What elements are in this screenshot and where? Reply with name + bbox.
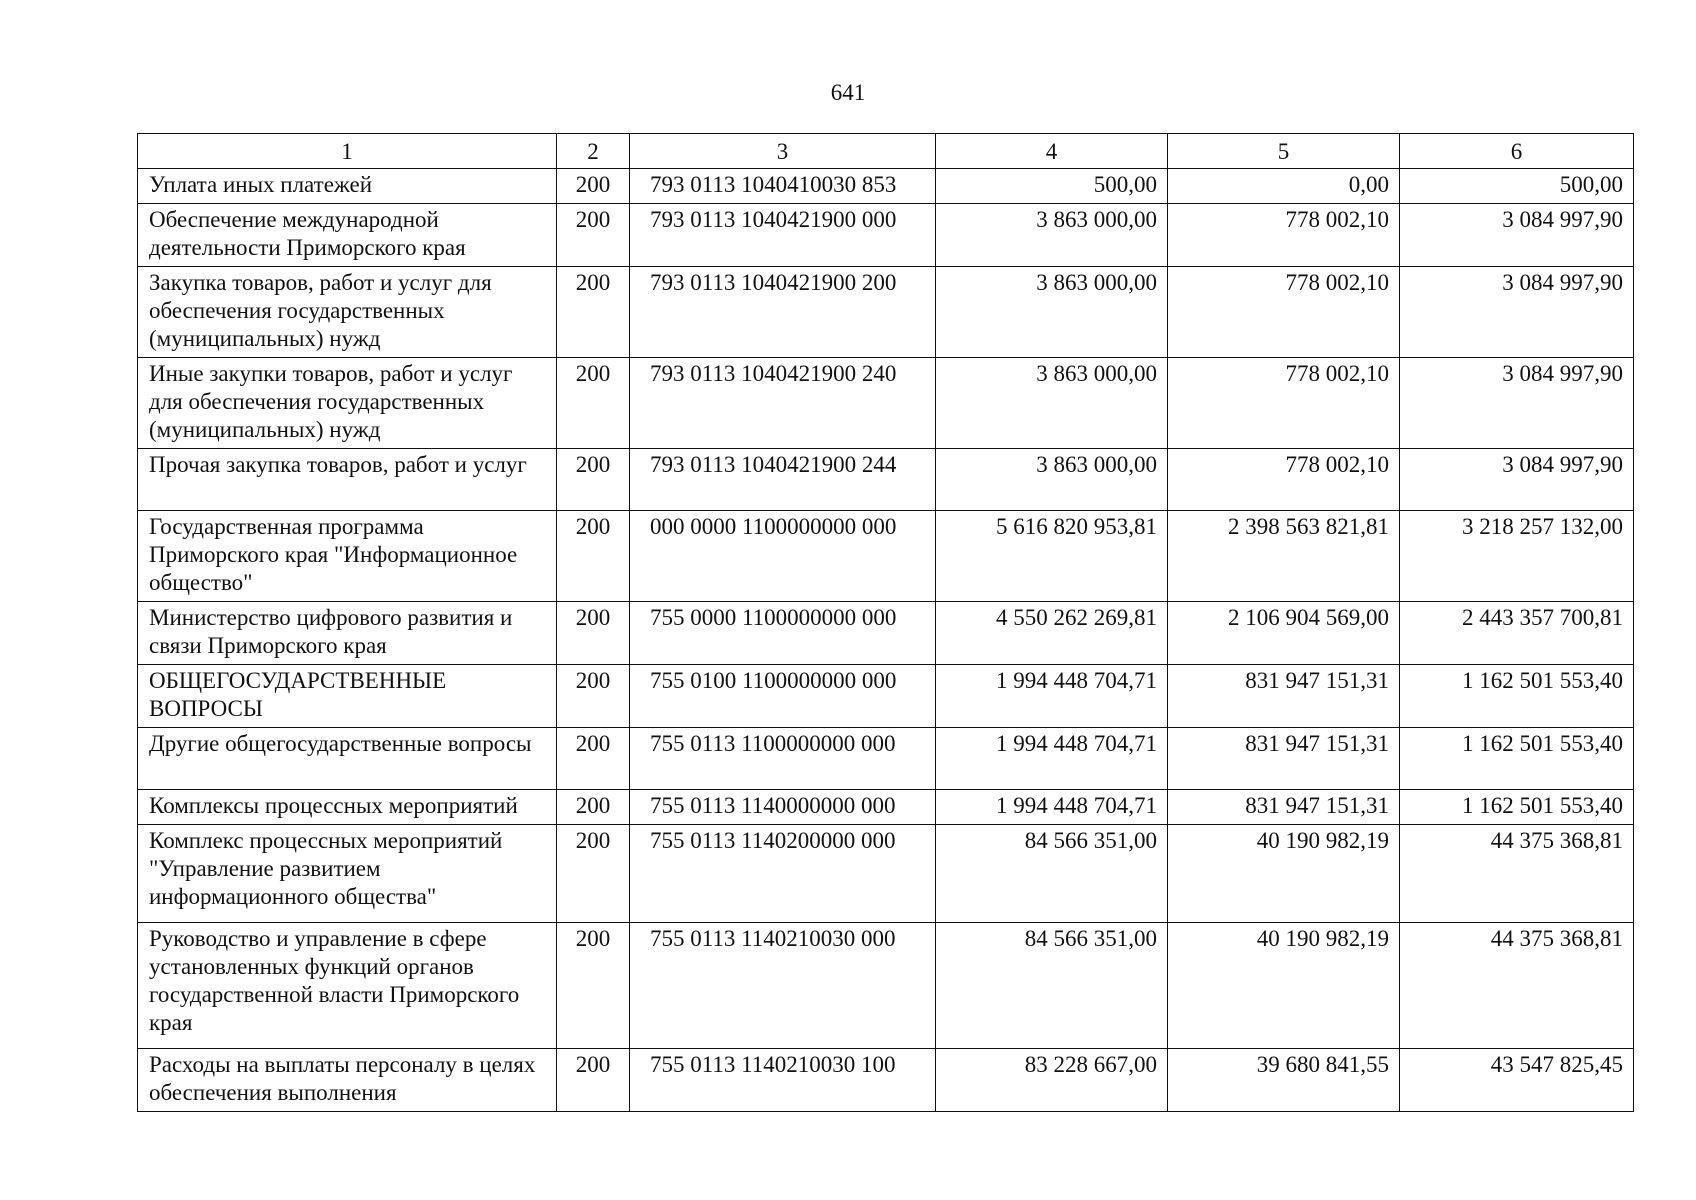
column-header-2: 2 xyxy=(557,134,630,169)
row-remainder: 500,00 xyxy=(1400,169,1634,204)
row-remainder: 44 375 368,81 xyxy=(1400,923,1634,1049)
row-name: Министерство цифрового развития и связи Приморского края xyxy=(138,602,557,665)
row-remainder: 1 162 501 553,40 xyxy=(1400,665,1634,728)
row-executed: 0,00 xyxy=(1168,169,1400,204)
row-plan: 84 566 351,00 xyxy=(936,825,1168,923)
row-remainder: 3 218 257 132,00 xyxy=(1400,511,1634,602)
row-kbk: 793 0113 1040410030 853 xyxy=(630,169,936,204)
row-executed: 40 190 982,19 xyxy=(1168,825,1400,923)
row-code: 200 xyxy=(557,511,630,602)
row-plan: 3 863 000,00 xyxy=(936,358,1168,449)
row-kbk: 793 0113 1040421900 244 xyxy=(630,449,936,511)
row-code: 200 xyxy=(557,728,630,790)
row-name: Уплата иных платежей xyxy=(138,169,557,204)
row-code: 200 xyxy=(557,267,630,358)
row-remainder: 3 084 997,90 xyxy=(1400,267,1634,358)
row-kbk: 755 0100 1100000000 000 xyxy=(630,665,936,728)
row-kbk: 755 0113 1140200000 000 xyxy=(630,825,936,923)
row-plan: 500,00 xyxy=(936,169,1168,204)
row-kbk: 793 0113 1040421900 000 xyxy=(630,204,936,267)
table-row xyxy=(138,665,1634,728)
row-remainder: 44 375 368,81 xyxy=(1400,825,1634,923)
table-row xyxy=(138,790,1634,825)
row-code: 200 xyxy=(557,1049,630,1112)
row-executed: 778 002,10 xyxy=(1168,358,1400,449)
row-kbk: 755 0113 1140210030 000 xyxy=(630,923,936,1049)
row-code: 200 xyxy=(557,825,630,923)
column-header-5: 5 xyxy=(1168,134,1400,169)
table-row xyxy=(138,511,1634,602)
table-row xyxy=(138,169,1634,204)
row-kbk: 755 0000 1100000000 000 xyxy=(630,602,936,665)
row-name: Комплексы процессных мероприятий xyxy=(138,790,557,825)
row-code: 200 xyxy=(557,665,630,728)
row-plan: 83 228 667,00 xyxy=(936,1049,1168,1112)
row-plan: 84 566 351,00 xyxy=(936,923,1168,1049)
row-plan: 4 550 262 269,81 xyxy=(936,602,1168,665)
row-name: Прочая закупка товаров, работ и услуг xyxy=(138,449,557,511)
row-kbk: 793 0113 1040421900 240 xyxy=(630,358,936,449)
table-row xyxy=(138,923,1634,1049)
row-executed: 2 398 563 821,81 xyxy=(1168,511,1400,602)
row-executed: 39 680 841,55 xyxy=(1168,1049,1400,1112)
row-name: Руководство и управление в сфере установленных функций органов государственной власти Приморского края xyxy=(138,923,557,1049)
row-remainder: 3 084 997,90 xyxy=(1400,204,1634,267)
row-kbk: 755 0113 1140000000 000 xyxy=(630,790,936,825)
row-code: 200 xyxy=(557,790,630,825)
row-name: ОБЩЕГОСУДАРСТВЕННЫЕ ВОПРОСЫ xyxy=(138,665,557,728)
column-header-4: 4 xyxy=(936,134,1168,169)
row-kbk: 793 0113 1040421900 200 xyxy=(630,267,936,358)
table-row xyxy=(138,602,1634,665)
row-plan: 3 863 000,00 xyxy=(936,449,1168,511)
table-row xyxy=(138,358,1634,449)
row-executed: 778 002,10 xyxy=(1168,204,1400,267)
row-name: Иные закупки товаров, работ и услуг для обеспечения государственных (муниципальных) нужд xyxy=(138,358,557,449)
table-row xyxy=(138,1049,1634,1112)
row-plan: 1 994 448 704,71 xyxy=(936,665,1168,728)
row-executed: 831 947 151,31 xyxy=(1168,665,1400,728)
row-plan: 1 994 448 704,71 xyxy=(936,728,1168,790)
table-row xyxy=(138,825,1634,923)
row-plan: 5 616 820 953,81 xyxy=(936,511,1168,602)
row-plan: 3 863 000,00 xyxy=(936,204,1168,267)
row-remainder: 3 084 997,90 xyxy=(1400,358,1634,449)
table-row xyxy=(138,267,1634,358)
row-code: 200 xyxy=(557,923,630,1049)
table-row xyxy=(138,204,1634,267)
budget-table xyxy=(137,133,1634,1112)
row-name: Обеспечение международной деятельности Приморского края xyxy=(138,204,557,267)
row-name: Другие общегосударственные вопросы xyxy=(138,728,557,790)
row-remainder: 1 162 501 553,40 xyxy=(1400,790,1634,825)
row-remainder: 1 162 501 553,40 xyxy=(1400,728,1634,790)
row-executed: 778 002,10 xyxy=(1168,449,1400,511)
row-name: Расходы на выплаты персоналу в целях обеспечения выполнения xyxy=(138,1049,557,1112)
row-plan: 3 863 000,00 xyxy=(936,267,1168,358)
column-header-1: 1 xyxy=(138,134,557,169)
page-number: 641 xyxy=(830,80,866,105)
column-header-6: 6 xyxy=(1400,134,1634,169)
row-remainder: 2 443 357 700,81 xyxy=(1400,602,1634,665)
row-executed: 831 947 151,31 xyxy=(1168,728,1400,790)
row-name: Комплекс процессных мероприятий "Управление развитием информационного общества" xyxy=(138,825,557,923)
header-row xyxy=(138,134,1634,169)
row-code: 200 xyxy=(557,204,630,267)
row-kbk: 755 0113 1100000000 000 xyxy=(630,728,936,790)
row-code: 200 xyxy=(557,169,630,204)
row-name: Государственная программа Приморского края "Информационное общество" xyxy=(138,511,557,602)
row-executed: 778 002,10 xyxy=(1168,267,1400,358)
table-row xyxy=(138,728,1634,790)
row-executed: 40 190 982,19 xyxy=(1168,923,1400,1049)
row-remainder: 43 547 825,45 xyxy=(1400,1049,1634,1112)
row-kbk: 000 0000 1100000000 000 xyxy=(630,511,936,602)
row-kbk: 755 0113 1140210030 100 xyxy=(630,1049,936,1112)
row-name: Закупка товаров, работ и услуг для обеспечения государственных (муниципальных) нужд xyxy=(138,267,557,358)
row-code: 200 xyxy=(557,602,630,665)
row-code: 200 xyxy=(557,449,630,511)
row-plan: 1 994 448 704,71 xyxy=(936,790,1168,825)
row-remainder: 3 084 997,90 xyxy=(1400,449,1634,511)
row-code: 200 xyxy=(557,358,630,449)
row-executed: 831 947 151,31 xyxy=(1168,790,1400,825)
table-row xyxy=(138,449,1634,511)
column-header-3: 3 xyxy=(630,134,936,169)
row-executed: 2 106 904 569,00 xyxy=(1168,602,1400,665)
